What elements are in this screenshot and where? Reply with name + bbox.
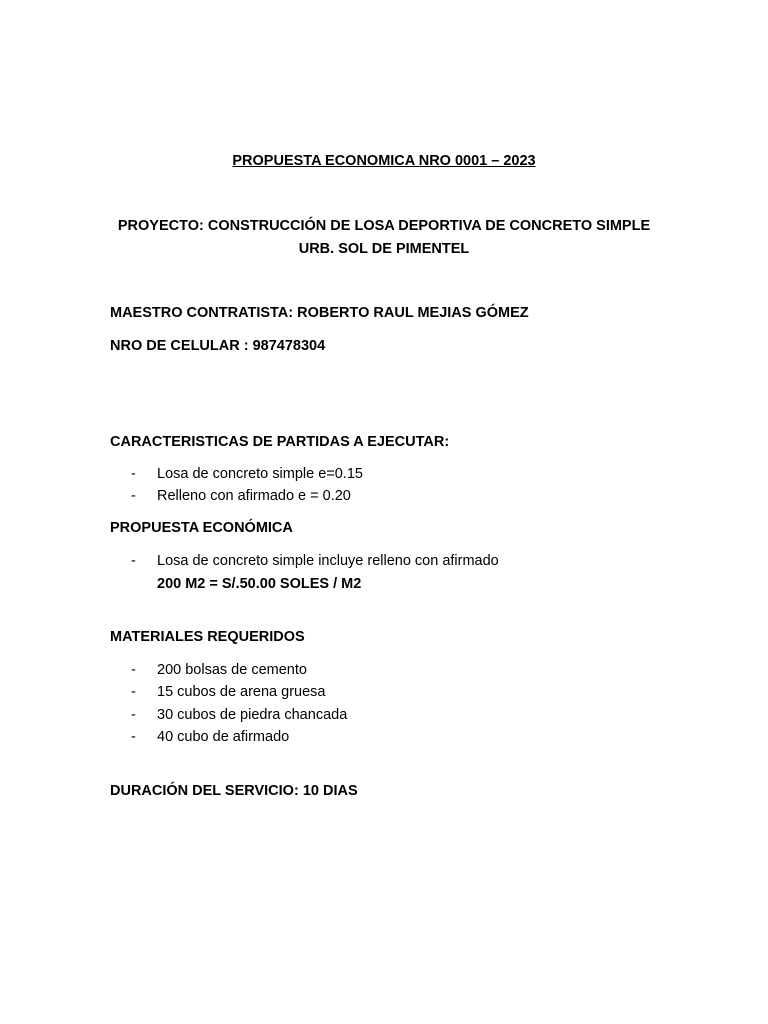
- phone-line: NRO DE CELULAR : 987478304: [110, 338, 326, 354]
- material-item: 30 cubos de piedra chancada: [157, 707, 348, 723]
- project-line-1: PROYECTO: CONSTRUCCIÓN DE LOSA DEPORTIVA DE CONCRETO SIMPLE: [117, 218, 651, 234]
- characteristic-item: Losa de concreto simple e=0.15: [157, 466, 363, 482]
- bullet-dash: -: [131, 488, 136, 504]
- project-line-2: URB. SOL DE PIMENTEL: [298, 241, 470, 257]
- characteristics-heading: CARACTERISTICAS DE PARTIDAS A EJECUTAR:: [110, 434, 450, 450]
- bullet-dash: -: [131, 662, 136, 678]
- bullet-dash: -: [131, 707, 136, 723]
- document-title: PROPUESTA ECONOMICA NRO 0001 – 2023: [232, 153, 536, 169]
- bullet-dash: -: [131, 553, 136, 569]
- contractor-line: MAESTRO CONTRATISTA: ROBERTO RAUL MEJIAS GÓMEZ: [110, 305, 529, 321]
- proposal-item: Losa de concreto simple incluye relleno con afirmado: [157, 553, 499, 569]
- bullet-dash: -: [131, 729, 136, 745]
- proposal-heading: PROPUESTA ECONÓMICA: [110, 520, 293, 536]
- characteristic-item: Relleno con afirmado e = 0.20: [157, 488, 351, 504]
- material-item: 40 cubo de afirmado: [157, 729, 290, 745]
- duration-line: DURACIÓN DEL SERVICIO: 10 DIAS: [110, 783, 358, 799]
- material-item: 15 cubos de arena gruesa: [157, 684, 326, 700]
- bullet-dash: -: [131, 466, 136, 482]
- material-item: 200 bolsas de cemento: [157, 662, 307, 678]
- materials-heading: MATERIALES REQUERIDOS: [110, 629, 305, 645]
- proposal-price: 200 M2 = S/.50.00 SOLES / M2: [157, 576, 362, 592]
- bullet-dash: -: [131, 684, 136, 700]
